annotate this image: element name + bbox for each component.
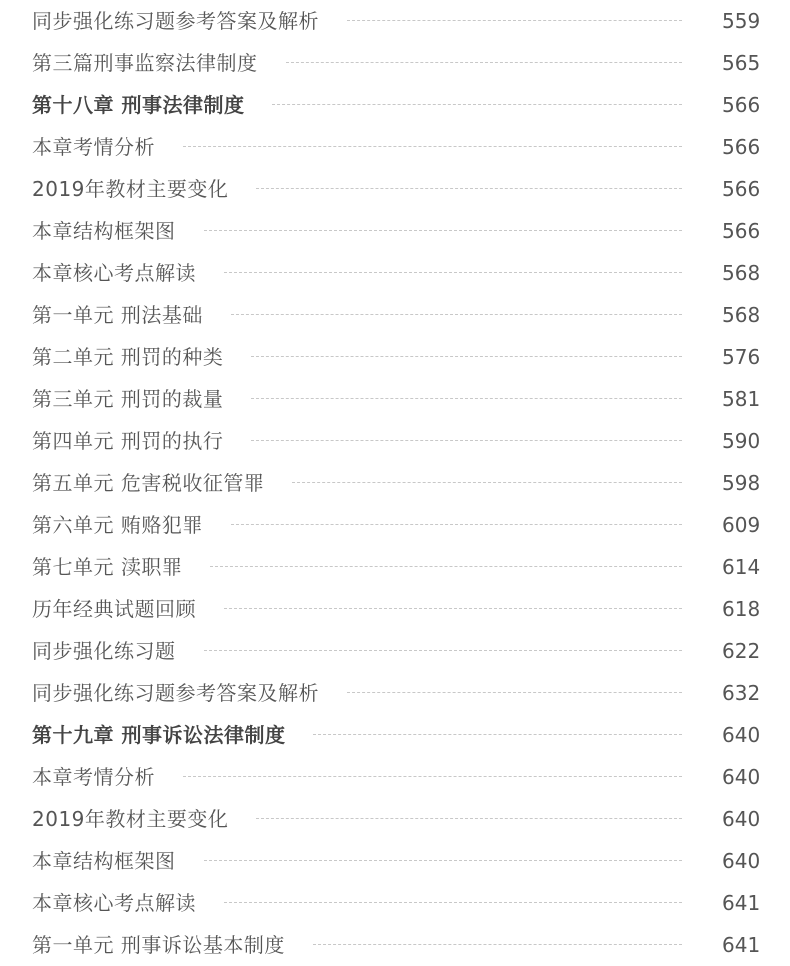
toc-dot-leader [286, 62, 683, 63]
toc-entry-title: 本章考情分析 [32, 135, 155, 159]
toc-page-number: 632 [722, 681, 761, 705]
toc-chapter-entry[interactable] [32, 84, 760, 126]
toc-entry[interactable] [32, 420, 760, 462]
toc-page-number: 640 [722, 849, 761, 873]
toc-page-number: 559 [722, 9, 761, 33]
toc-entry[interactable] [32, 882, 760, 924]
toc-entry[interactable] [32, 168, 760, 210]
toc-page-number: 640 [722, 765, 761, 789]
toc-entry[interactable] [32, 0, 760, 42]
toc-entry-title: 历年经典试题回顾 [32, 597, 196, 621]
toc-dot-leader [251, 440, 682, 441]
toc-chapter-entry[interactable] [32, 714, 760, 756]
toc-entry[interactable] [32, 336, 760, 378]
toc-page-number: 566 [722, 135, 761, 159]
toc-entry[interactable] [32, 672, 760, 714]
toc-entry-title: 第三篇刑事监察法律制度 [32, 51, 258, 75]
toc-entry[interactable] [32, 294, 760, 336]
toc-chapter-title: 第十九章 刑事诉讼法律制度 [32, 723, 286, 747]
toc-dot-leader [251, 398, 682, 399]
toc-page-number: 640 [722, 723, 761, 747]
toc-dot-leader [224, 272, 682, 273]
toc-page-number: 641 [722, 891, 761, 915]
toc-page-number: 622 [722, 639, 761, 663]
toc-entry-title: 本章核心考点解读 [32, 891, 196, 915]
toc-page-number: 566 [722, 93, 761, 117]
toc-entry-title: 第五单元 危害税收征管罪 [32, 471, 265, 495]
toc-page-number: 590 [722, 429, 761, 453]
toc-dot-leader [224, 608, 682, 609]
toc-entry-title: 第一单元 刑法基础 [32, 303, 203, 327]
toc-entry[interactable] [32, 378, 760, 420]
toc-dot-leader [183, 146, 682, 147]
toc-dot-leader [210, 566, 682, 567]
toc-entry-title: 2019年教材主要变化 [32, 177, 229, 201]
toc-page-number: 576 [722, 345, 761, 369]
toc-dot-leader [256, 188, 682, 189]
toc-entry-title: 同步强化练习题参考答案及解析 [32, 9, 319, 33]
toc-entry-title: 本章结构框架图 [32, 849, 176, 873]
toc-page-number: 641 [722, 933, 761, 957]
toc-dot-leader [204, 650, 683, 651]
toc-dot-leader [313, 944, 682, 945]
toc-dot-leader [183, 776, 682, 777]
toc-page-number: 568 [722, 303, 761, 327]
toc-entry-title: 第三单元 刑罚的裁量 [32, 387, 224, 411]
toc-entry[interactable] [32, 798, 760, 840]
toc-entry-title: 2019年教材主要变化 [32, 807, 229, 831]
toc-chapter-title: 第十八章 刑事法律制度 [32, 93, 245, 117]
toc-entry-title: 第七单元 渎职罪 [32, 555, 183, 579]
toc-page-number: 566 [722, 177, 761, 201]
toc-entry[interactable] [32, 756, 760, 798]
toc-dot-leader [256, 818, 682, 819]
toc-dot-leader [224, 902, 682, 903]
toc-dot-leader [251, 356, 682, 357]
toc-entry-title: 同步强化练习题参考答案及解析 [32, 681, 319, 705]
toc-dot-leader [292, 482, 682, 483]
toc-entry[interactable] [32, 252, 760, 294]
toc-dot-leader [204, 230, 683, 231]
toc-page-number: 581 [722, 387, 761, 411]
toc-page-number: 568 [722, 261, 761, 285]
table-of-contents [32, 0, 760, 966]
toc-entry-title: 同步强化练习题 [32, 639, 176, 663]
toc-dot-leader [347, 692, 682, 693]
toc-entry[interactable] [32, 504, 760, 546]
toc-entry[interactable] [32, 126, 760, 168]
toc-dot-leader [347, 20, 682, 21]
toc-entry[interactable] [32, 840, 760, 882]
toc-dot-leader [313, 734, 682, 735]
toc-dot-leader [231, 314, 682, 315]
toc-page-number: 565 [722, 51, 761, 75]
toc-page-number: 566 [722, 219, 761, 243]
toc-page-number: 640 [722, 807, 761, 831]
toc-entry[interactable] [32, 924, 760, 966]
toc-entry-title: 第二单元 刑罚的种类 [32, 345, 224, 369]
toc-dot-leader [231, 524, 682, 525]
toc-entry-title: 本章结构框架图 [32, 219, 176, 243]
toc-entry[interactable] [32, 546, 760, 588]
toc-dot-leader [272, 104, 682, 105]
toc-page-number: 614 [722, 555, 761, 579]
toc-page-number: 609 [722, 513, 761, 537]
toc-entry[interactable] [32, 630, 760, 672]
toc-entry[interactable] [32, 210, 760, 252]
toc-entry[interactable] [32, 42, 760, 84]
toc-entry-title: 本章考情分析 [32, 765, 155, 789]
toc-entry-title: 本章核心考点解读 [32, 261, 196, 285]
toc-dot-leader [204, 860, 683, 861]
toc-page-number: 618 [722, 597, 761, 621]
toc-entry-title: 第四单元 刑罚的执行 [32, 429, 224, 453]
toc-entry-title: 第六单元 贿赂犯罪 [32, 513, 203, 537]
toc-page-number: 598 [722, 471, 761, 495]
toc-entry[interactable] [32, 588, 760, 630]
toc-entry[interactable] [32, 462, 760, 504]
toc-entry-title: 第一单元 刑事诉讼基本制度 [32, 933, 285, 957]
